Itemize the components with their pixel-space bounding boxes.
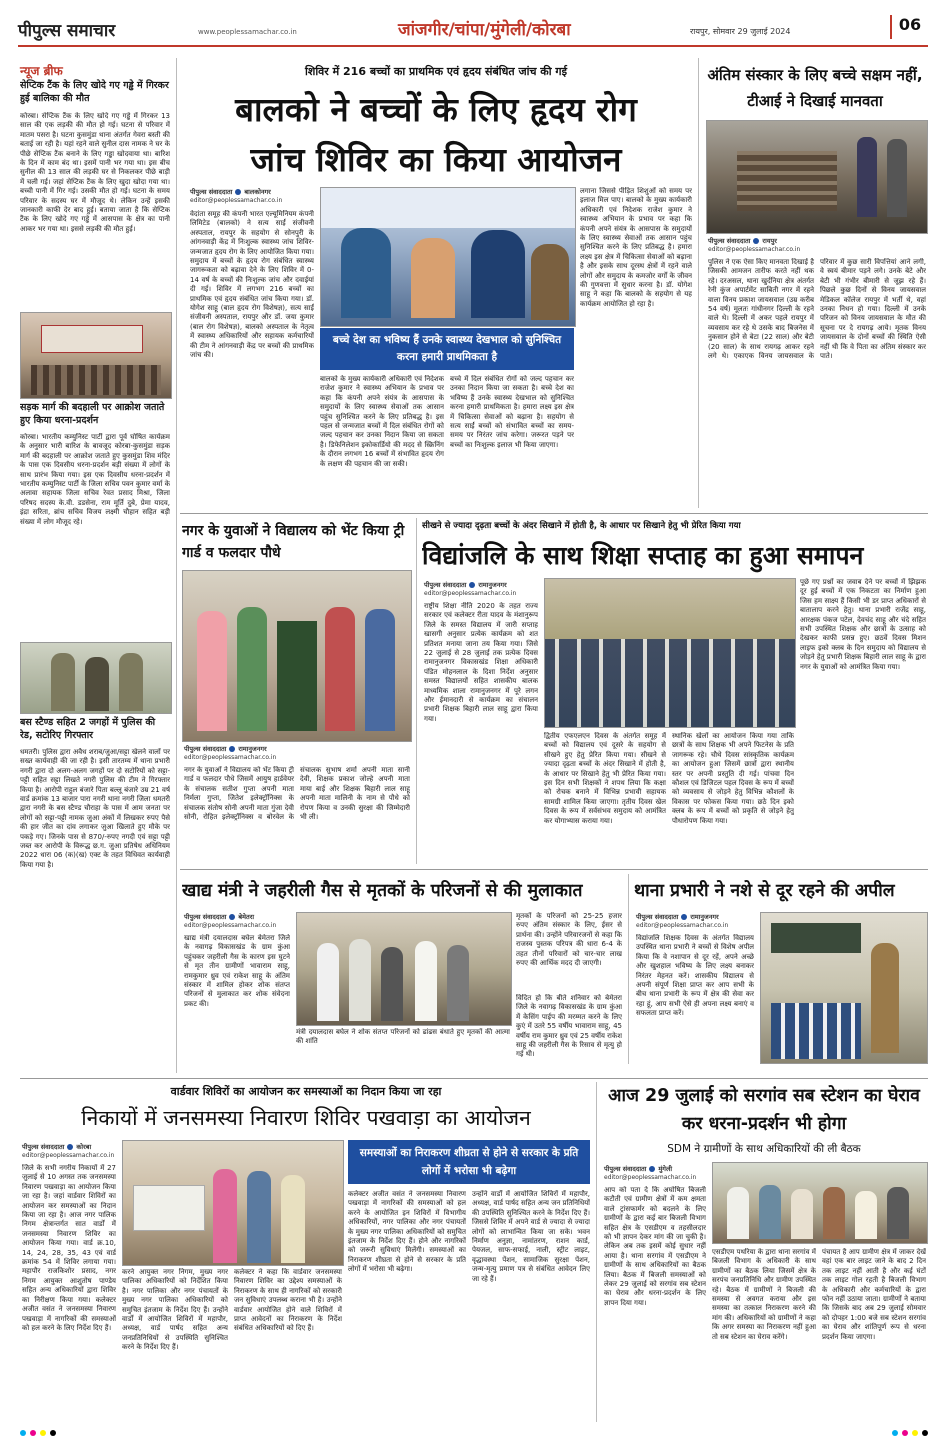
registration-dot <box>892 1430 898 1436</box>
camp-story-col5: उन्होंने वार्डों में आयोजित शिविरों में महापौर, अध्यक्ष, वार्ड पार्षद सहित अन्य जन प्रतिनिधियों की उपस्थिति सुनिश्चित करने के निर्देश दिए हैं। जिससे शिविर में अपने वार्ड से ज्यादा से ज्यादा लोगों को लाभान्वित किया जा सके। भवन निर्माण अनुज्ञा, नामांतरण, राशन कार्ड, पेयजल, साफ-सफाई, नाली, स्ट्रीट लाइट, वृद्धावस्था पेंशन, सामाजिक सुरक्षा पेंशन, जन्म-मृत्यु प्रमाण पत्र से संबंधित आवेदन लिए जा रहे हैं। <box>472 1190 590 1283</box>
school-assembly-photo <box>544 578 796 728</box>
brief-1-body: कोरबा। सेप्टिक टैंक के लिए खोदे गए गड्ढे में गिरकर 13 साल की एक लड़की की मौत हो गई। घटना से परिवार में मातम पसरा है। घटना कुसमुंडा थाना अंतर्गत गेवरा बस्ती की बताई जा रही है। यहां रहने वाले सुनील दास नामक ने घर के पीछे सेप्टिक टैंक बनाने के लिए गड्ढा खोदवाया था। बारिश के दिन में काम बंद था। इसमें पानी भर गया था। इस बीच सुनील की 13 साल की लड़की घर से निकलकर पीछे बाड़ी में चली गई। जहां सेप्टिक टैंक के लिए खुदा खोदा गया था। बच्ची पानी में गिर गई। उसकी मौत हो गई। घटना के समय परिवार के सदस्य घर में मौजूद थे। लेकिन उन्हें इसकी जानकारी काफी देर बाद हुई। बताया जाता है कि सेप्टिक टैंक के लिए खोदे गए गड्ढे में आसपास के क्षेत्र का पानी आकर भर गया था। इससे लड़की की मौत हुई। <box>20 112 170 233</box>
police-story-byline <box>636 912 719 921</box>
byline-dot-icon <box>753 238 759 244</box>
main-story-col4: लगाना जिससे पीड़ित शिशुओं को समय पर इलाज मिल पाए। बालको के मुख्य कार्यकारी अधिकारी एवं निदेशक राजेश कुमार ने स्वास्थ्य अभियान के प्रभाव पर कहा कि कंपनी अपने संयंत्र के आसपास के समुदायों के लिए स्वास्थ्य सेवाओं तक आसान पहुंच सुनिश्चित करने के लिए प्रतिबद्ध है। हमारा लक्ष्य इस क्षेत्र में चिकित्सा सेवाओं को बढ़ाना है और इसके साथ दूरस्थ क्षेत्रों में रहने वाले लोगों और समुदाय के कमजोर वर्गों के जीवन की गुणवत्ता में सुधार करना है। डॉ. योगेश साहू ने कहा कि बालको के सहयोग से यह कार्यक्रम आयोजित हो रहा है। <box>580 187 692 308</box>
camp-story-col1: जिले के सभी नगरीय निकायों में 27 जुलाई से 10 अगस्त तक जनसमस्या निवारण पखवाड़ा का आयोजन किया जा रहा है। जहां वार्डवार शिविरों का आयोजन कर समस्याओं का निदान किया जा रहा है। आज नगर पालिक निगम क्षेत्रान्तर्गत सात वार्डों में जनसमस्या निवारण शिविर का आयोजन किया गया। वार्ड क्र.10, 14, 24, 28, 35, 43 एवं वार्ड क्रमांक 54 में शिविर लगाया गया। महापौर राजकिशोर प्रसाद, नगर निगम आयुक्त आशुतोष पाण्डेय सहित अन्य अधिकारियों द्वारा शिविर का निरीक्षण किया गया। कलेक्टर अजीत वसंत ने जनसमस्या निवारण पखवाड़ा में नागरिकों की समस्याओं को हल करने के लिए निर्देश दिए हैं। <box>22 1164 116 1332</box>
main-story-pull-quote: बच्चे देश का भविष्य हैं उनके स्वास्थ्य देखभाल को सुनिश्चित करना हमारी प्राथमिकता है <box>320 328 574 370</box>
byline-dot-icon <box>229 914 235 920</box>
food-police-divider <box>628 874 629 1064</box>
print-color-bar <box>20 1428 928 1438</box>
protest-story-place: मुंगेली <box>658 1165 673 1173</box>
registration-dot <box>50 1430 56 1436</box>
main-story-col3: बच्चे में दिल संबंधित रोगों को जल्द पहचान कर उनका निदान किया जा सकता है। बच्चे देश का भविष्य हैं उनके स्वास्थ्य देखभाल को सुनिश्चित करना हमारी प्राथमिकता है। हमारा लक्ष्य इस क्षेत्र में चिकित्सा सेवाओं को बढ़ाना है। सहयोग से सत्य साईं बच्चों को संभावित बच्चों का समय-समय पर निरंतर जांच करेगा। जरूरत पड़ने पर बच्चों का निःशुल्क इलाज भी किया जाएगा। <box>450 375 574 449</box>
police-story-email: editor@peoplessamachar.co.in <box>636 922 729 929</box>
protest-story-headline: आज 29 जुलाई को सरगांव सब स्टेशन का घेराव कर धरना-प्रदर्शन भी होगा <box>608 1086 920 1134</box>
minister-meeting-photo <box>296 912 512 1026</box>
camp-story-reporter: पीपुल्स संवाददाता <box>22 1143 65 1151</box>
protest-story-col1: आप को पता दे कि अघोषित बिजली कटौती एवं ग्रामीण क्षेत्रों में कम क्षमता वाले ट्रांसफार्मर को बदलने के लिए ग्रामीणों के द्वारा कई बार बिजली विभाग सहित क्षेत्र के एसडीएम व तहसीलदार को भी ज्ञापन देकर मांग की जा चुकी है। लेकिन अब तक इसमें कोई सुधार नहीं आया है। थाना सरगांव में एसडीएम ने ग्रामीणों के साथ अधिकारियों का बैठक लिया। बैठक में बिजली समस्याओं को लेकर 29 जुलाई को सरगांव सब स्टेशन का घेराव और धरना-प्रदर्शन के लिए ज्ञापन दिया गया। <box>604 1186 706 1307</box>
brief-3-body: धमतरी। पुलिस द्वारा अवैध शराब/जुआ/सट्टा खेलने वालों पर सख्त कार्यवाही की जा रही है। इसी तारतम्य में थाना प्रभारी नगरी द्वारा दो अलग-अलग जगहों पर दो सटोरियों को सट्टा-पट्टी सहित सट्टा लिखते नगरी पुलिस की टीम ने गिरफ्तार किया है। आरोपी राहुल बंजारे पिता बल्लू बंजारे उम्र 21 वर्ष वार्ड क्रमांक 13 बाजार पारा नगरी थाना नगरी जिला धमतरी द्वारा नगरी के बस स्टैण्ड चौराहा के पास में आम जनता पर लोगों को सट्टा-पट्टी नामक जुआ अंकों में लिखकर रुपए पैसे की हार जीत का दांव लगाकर जुआ खिलाते हुए मौके पर पकड़े गए। जिनके पास से 870/-रुपए नगदी एवं सट्टा पट्टी जब्त कर आरोपी के विरूद्ध छ.ग. जुआ प्रतिषेध अधिनियम 2022 धारा 06 (क)(ख) एक्ट के तहत विधिवत कार्यवाही किया गया है। <box>20 748 170 869</box>
education-story-col3: स्थानिक खेलों का आयोजन किया गया ताकि छात्रों के साथ शिक्षक भी अपने फिटनेस के प्रति जागरूक रहे। चौथे दिवस सांस्कृतिक कार्यक्रम का आयोजन हुआ जिसमें छात्रों द्वारा स्थानीय स्तर पर अपनी प्रस्तुति दी गई। पांचवा दिन कौशल एवं डिजिटल पहल दिवस के रूप में बच्चों को व्यवसाय से जोड़ने हेतु विभिन्न कौशलों के विकास पर फोकस किया गया। छठे दिन इको क्लब के रूप में बच्चों को प्रकृति से जोड़ने हेतु पौधारोपण किया गया। <box>672 732 794 825</box>
byline-dot-icon <box>681 914 687 920</box>
education-story-col2: द्वितीय एफएलएन दिवस के अंतर्गत समूह में बच्चों को विद्यालय एवं दूसरे के सहयोग से सीखने हुए हेतु प्रेरित किया गया। सीखने से ज्यादा दृढ़ता बच्चों के अंदर सिखाने में होती है, के आधार पर सिखाने हेतु भी प्रेरित किया गया। इस दिन सभी शिक्षकों ने शपथ लिया कि कक्षा को रोचक बनाने में विभिन्न प्रभावी सहायक सामग्री शामिल किया जाएगा। तृतीय दिवस खेल दिवस के रूप में सर्वसंभव समुदाय को आमंत्रित कर योगाभ्यास कराया गया। <box>544 732 666 825</box>
byline-dot-icon <box>229 746 235 752</box>
row2-divider <box>180 869 928 870</box>
masthead <box>18 14 928 42</box>
protest-story-email: editor@peoplessamachar.co.in <box>604 1174 697 1181</box>
registration-dot <box>902 1430 908 1436</box>
byline-dot-icon <box>649 1166 655 1172</box>
main-story-headline-line2: जांच शिविर का किया आयोजन <box>250 140 622 179</box>
education-story-col4: पूछे गए प्रश्नों का जवाब देने पर बच्चों में झिझक दूर हुई बच्चों में एक निकटता का निर्माण हुआ जिस हम साक्ष्य हैं किसी भी डर प्राप्त अधिकारों से बातालाप करने हेतु। थाना प्रभारी राजेंद्र साहू, आरक्षक पंकज पटेल, देवचंद साहू और चंदे सहित सभी उपस्थित शिक्षक और छात्रों के उत्साह को देखकर काफी प्रसन्न हुए। छठवें दिवस मिशन लाइफ इको क्लब के दिन समुदाय को विद्यालय से जोड़ने हेतु प्रभारी शिक्षक बिहारी लाल साहू के द्वारा नगर के युवाओं को आमंत्रित किया गया। <box>800 578 926 671</box>
main-story-col2: बालको के मुख्य कार्यकारी अधिकारी एवं निदेशक राजेश कुमार ने स्वास्थ्य अभियान के प्रभाव पर कहा कि कंपनी अपने संयंत्र के आसपास के समुदायों के लिए स्वास्थ्य सेवाओं तक आसान पहुंच सुनिश्चित करने के लिए प्रतिबद्ध है। इस पहल से जन्मजात बच्चों में दिल संबंधित रोगों को जल्द पहचान कर उनका निदान किया जा सकता है। डिफेनिलेशन इकोकार्डियो की मदद से स्क्रिनिंग के दौरान लगभग 16 बच्चों में संभावित हृदय रोग के लक्षण की पहचान की जा सकी। <box>320 375 444 468</box>
main-story-byline <box>190 187 320 196</box>
health-camp-photo <box>320 187 576 327</box>
education-story-reporter: पीपुल्स संवाददाता <box>424 581 467 589</box>
food-minister-headline: खाद्य मंत्री ने जहरीली गैस से मृतकों के परिजनों से की मुलाकात <box>182 881 583 901</box>
food-minister-col3: विदित हो कि बीते शनिवार को बेमेतरा जिले के नवागढ़ विकासखंड के ग्राम कुंआ में केसिंग पाईप की मरम्मत करने के लिए कुएं में उतरे 55 वर्षीय भावाराम साहू, 45 वर्षीय राम कुमार ध्रुव एवं 25 वर्षीय राकेश साहू की जहरीली गैस के रिसाव से मृत्यु हो गई थी। <box>516 994 622 1059</box>
main-story-email: editor@peoplessamachar.co.in <box>190 197 283 204</box>
police-story-body: विद्यांजलि शिक्षक दिवस के अंतर्गत विद्यालय उपस्थित थाना प्रभारी ने बच्चों से विशेष अपील किया कि वे नशापान से दूर रहें, अपने अच्छे और खुशहाल भविष्य के लिए लक्ष्य बनाकर निरंतर मेहनत करें। शासकीय विद्यालय से अपनी संपूर्ण शिक्षा प्राप्त कर आप सभी के बीच थाना प्रभारी के रूप में क्षेत्र की सेवा कर रहा हूं, आप सभी ऐसे ही अपना लक्ष्य बनाएं व सफलता प्राप्त करें। <box>636 934 754 1018</box>
trees-story-byline <box>184 744 267 753</box>
funeral-story-email: editor@peoplessamachar.co.in <box>708 246 801 253</box>
funeral-story-place: रायपुर <box>762 237 777 245</box>
education-story-kicker: सीखने से ज्यादा दृढ़ता बच्चों के अंदर सिखाने में होती है, के आधार पर सिखाने हेतु भी प्रेरित किया गया <box>422 521 741 531</box>
protest-story-reporter: पीपुल्स संवाददाता <box>604 1165 647 1173</box>
byline-dot-icon <box>235 189 241 195</box>
main-story-reporter: पीपुल्स संवाददाता <box>190 188 233 196</box>
funeral-story-body: पुलिस ने एक ऐसा किए मानवता दिखाई है जिसकी आमजन तारीफ करते नहीं थक रहे। दरअसल, थाना खुर्दनिया क्षेत्र अंतर्गत रेनी कुंज अपार्टमेंट साबिती नगर में रहने वाला विनय प्रकाश जायसवाल (उम्र करीब 54 वर्ष) मूलतः गांधीनगर दिल्ली के रहने वाले थे। दिल्ली में अकर पहले रायपुर में व्यवसाय कर रहे थे उसके बाद बिजनेस में नुकसान होने से बेटा (22 साल) और बेटी (20 साल) के साथ रायगढ़ आकर रहने लगे थे। एकाएक विनय जायसवाल के परिवार में कुछ सारी विपत्तियां आने लगी, वे स्वयं बीमार पड़ने लगे। उनके बेटे और बेटी भी गंभीर बीमारी से जूझ रहे हैं। पिछले कुछ दिनों से विनय जायसवाल मेडिकल कॉलेज रायपुर में भर्ती थे, वहां उनका निधन हो गया। दिल्ली में उनके परिजन को विनय जायसवाल के मौत की सूचना पर दे रायगढ़ आये। मृतक विनय जायसवाल के दोनों बच्चों की स्थिति ऐसी नहीं थी कि वे पिता का अंतिम संस्कार कर पाते। <box>708 258 926 361</box>
protest-story-kicker: SDM ने ग्रामीणों के साथ अधिकारियों की ली बैठक <box>667 1143 861 1155</box>
byline-dot-icon <box>469 582 475 588</box>
protest-story-col3: पंचायत है आप ग्रामीण क्षेत्र में जाकर देखें वहां एक बार लाइट जाने के बाद 2 दिन तक लाइट नहीं आती है और कई घंटों तक लाइट गोल रहती है बिजली विभाग के अधिकारी और कर्मचारियों के द्वारा फोन नहीं उठाया जाता। ग्रामीणों ने बताया कि जिसके बाद अब 29 जुलाई सोमवार को दोपहर 1:00 बजे सब स्टेशन सरगांव का घेराव और शांतिपूर्ण रूप से धरना प्रदर्शन किया जाएगा। <box>822 1248 926 1341</box>
trees-divider <box>416 518 417 864</box>
camp-story-place: कोरबा <box>76 1143 92 1151</box>
camp-story-col2: करने आयुक्त नगर निगम, मुख्य नगर पालिका अधिकारियों को निर्देशित किया है। नगर पालिका और नगर पंचायतों के मुख्य नगर पालिका अधिकारियों को समुचित इंतजाम के निर्देश दिए हैं। उन्होंने वार्डों में आयोजित शिविरों में महापौर, अध्यक्ष, वार्ड पार्षद सहित अन्य जनप्रतिनिधियों से उपस्थिति सुनिश्चित करने के निर्देश दिए हैं। <box>122 1268 228 1352</box>
food-minister-caption: मंत्री दयालदास बघेल ने शोक संतप्त परिजनों को ढांढस बंधाते हुए मृतकों की आत्मा की शांति <box>296 1028 510 1046</box>
brief-1-headline: सेप्टिक टैंक के लिए खोदे गए गड्ढे में गिरकर हुई बालिका की मौत <box>20 80 169 104</box>
police-story-reporter: पीपुल्स संवाददाता <box>636 913 679 921</box>
left-column-divider <box>176 58 177 1073</box>
row1-divider <box>180 513 928 514</box>
food-minister-byline <box>184 912 254 921</box>
camp-story-kicker: वार्डवार शिविरों का आयोजन कर समस्याओं का निदान किया जा रहा <box>170 1085 442 1098</box>
education-story-col1: राष्ट्रीय शिक्षा नीति 2020 के तहत राज्य सरकार एवं कलेक्टर रीता यादव के मंशानुरूप जिले के समस्त विद्यालय में जारी सप्ताह खासगी अनुसार प्रत्येक कार्यक्रम को शत प्रतिशत मनाया जाना तय किया गया। जिसे 22 जुलाई से 28 जुलाई तक प्रत्येक दिवस रामानुजनगर विकासखंड शिक्षा अधिकारी पंडित मोहनलाल के दिशा निर्देश अनुसार समस्त विद्यालयों सहित शासकीय बालक माध्यमिक शाला रामानुजनगर में पूरे लगन और ईमानदारी से कार्यक्रम का संचालन प्रभारी शिक्षक बिहारी लाल साहू द्वारा किया गया। <box>424 602 538 723</box>
trees-story-reporter: पीपुल्स संवाददाता <box>184 745 227 753</box>
brief-2-headline: सड़क मार्ग की बदहाली पर आक्रोश जताते हुए किया धरना-प्रदर्शन <box>20 402 165 426</box>
food-minister-email: editor@peoplessamachar.co.in <box>184 922 277 929</box>
registration-dot <box>40 1430 46 1436</box>
protest-story-col2: एसडीएम पथरिया के द्वारा थाना सरगांव में बिजली विभाग के अधिकारी के साथ ग्रामीणों का बैठक लिया जिसमें क्षेत्र के सरपंच जनप्रतिनिधि और ग्रामीण उपस्थित रहे। बैठक में ग्रामीणों ने बिजली की समस्या से अवगत कराया और इस समस्या का तत्काल निराकरण करने की मांग की। अधिकारियों को ग्रामीणों ने कहा कि अगर समस्या का निराकरण नहीं हुआ तो सब स्टेशन का घेराव करेंगे। <box>712 1248 816 1341</box>
registration-dot <box>922 1430 928 1436</box>
police-story-headline: थाना प्रभारी ने नशे से दूर रहने की अपील <box>634 881 895 901</box>
trees-story-body: नगर के युवाओं ने विद्यालय को भेंट किया ट्री गार्ड व फलदार पौधे जिसमें आयुष हार्डवेयर के संचालक सतीश गुप्ता अपनी माता निर्मला गुप्ता, जितेश इलेक्ट्रॉनिक्स के संचालक संतोष सोनी अपनी माता गुंजा देवी सोनी, रोहित इलेक्ट्रॉनिक्स व बोरवेल के संचालक सुभाष शर्मा अपनी माता सानी देवी, शिक्षक प्रकाश जोल्हे अपनी माता माया बाई और शिक्षक बिहारी लाल साहू अपनी माता मालिनी के नाम से पौधे को रोपण किया व उनकी सुरक्षा की जिम्मेदारी भी ली। <box>184 766 410 822</box>
camp-story-pull-quote: समस्याओं का निराकरण शीघ्रता से होने से सरकार के प्रति लोगों में भरोसा भी बढ़ेगा <box>348 1140 590 1184</box>
protest-photo <box>20 312 172 399</box>
registration-dot <box>30 1430 36 1436</box>
masthead-section: जांजगीर/चांपा/मुंगेली/कोरबा <box>398 20 571 40</box>
masthead-date: रायपुर, सोमवार 29 जुलाई 2024 <box>690 27 791 36</box>
camp-story-headline: निकायों में जनसमस्या निवारण शिविर पखवाड़ा का आयोजन <box>81 1106 531 1130</box>
police-arrest-photo <box>20 642 172 714</box>
education-story-byline <box>424 580 507 589</box>
trees-story-email: editor@peoplessamachar.co.in <box>184 754 277 761</box>
police-classroom-photo <box>760 912 928 1064</box>
brief-3-headline: बस स्टैण्ड सहित 2 जगहों में पुलिस की रेड, सटोरिए गिरफ्तार <box>20 717 156 741</box>
brief-2-body: कोरबा। भारतीय कम्युनिस्ट पार्टी द्वारा पूर्व घोषित कार्यक्रम के अनुसार भारी बारिश के बावजूद कोरबा-कुसमुंडा सड़क मार्ग की बदहाली पर आक्रोश जताते हुए कुसमुंडा शिव मंदिर के पास एक दिवसीय धरना-प्रदर्शन बड़ी संख्या में लोगों के साथ प्रारंभ किया गया। इस एक दिवसीय धरना-प्रदर्शन में भारतीय कम्युनिस्ट पार्टी के जिला सचिव पवन कुमार वर्मा के अलावा सहायक जिला सचिव रेवत प्रसाद मिश्रा, जिला परिषद सदस्य के.वी. डडसेना, राम मूर्ति दुबे, प्रेमा यादव, इंद्रा सरिता, ब्रांच सचिव विजय लक्ष्मी चौहान सहित बड़ी संख्या में लोग मौजूद रहे। <box>20 433 170 526</box>
food-minister-col2: मृतकों के परिजनों को 25-25 हजार रुपए अंतिम संस्कार के लिए, ईसर से प्रार्थना की। उन्होंने परिवारजनों से कहा कि राजस्व पुस्तक परिपत्र की धारा 6-4 के तहत तीनों परिवारों को चार-चार लाख रुपए की आर्थिक मदद दी जाएगी। <box>516 912 622 968</box>
registration-dot <box>20 1430 26 1436</box>
funeral-story-headline: अंतिम संस्कार के लिए बच्चे सक्षम नहीं, टीआई ने दिखाई मानवता <box>707 66 923 110</box>
trees-story-headline: नगर के युवाओं ने विद्यालय को भेंट किया ट्री गार्ड व फलदार पौधे <box>182 523 405 561</box>
education-story-headline: विद्यांजलि के साथ शिक्षा सप्ताह का हुआ समापन <box>422 541 864 570</box>
main-right-divider <box>698 58 699 508</box>
main-story-col1: वेदांता समूह की कंपनी भारत एल्यूमिनियम कंपनी लिमिटेड (बालको) ने सत्य साईं संजीवनी अस्पताल, रायपुर के सहयोग से सोनपुरी के आंगनवाड़ी केंद्र में निःशुल्क स्वास्थ्य जांच शिविर-जन्मजात हृदय रोग के लिए आयोजित किया गया। समुदाय में बच्चों के हृदय रोग संबंधित स्वास्थ्य जागरूकता को बढ़ावा देने के लिए शिविर में 0-14 वर्ष के बच्चों की निःशुल्क जांच और दवाईयां दी गई। शिविर में लगभग 216 बच्चों का प्राथमिक एवं हृदय संबंधित जांच किया गया। डॉ. योगेश साहू (बाल हृदय रोग विशेषज्ञ), सत्य साईं संजीवनी अस्पताल, रायपुर और डॉ. जया कुमार (बाल रोग विशेषज्ञ), बालको अस्पताल के नेतृत्व में स्वास्थ्य अधिकारियों और सहायक कर्मचारियों की टीम ने आंगनवाड़ी केंद्र पर बच्चों की प्राथमिक जांच की। <box>190 210 314 360</box>
news-brief-label: न्यूज ब्रीफ <box>20 64 63 78</box>
registration-dot <box>912 1430 918 1436</box>
row3-divider <box>20 1078 928 1079</box>
protest-story-byline <box>604 1164 672 1173</box>
masthead-website: www.peoplessamachar.co.in <box>198 28 297 36</box>
byline-dot-icon <box>67 1144 73 1150</box>
camp-protest-divider <box>596 1082 597 1422</box>
funeral-story-byline <box>708 236 777 245</box>
main-story-headline-line1: बालको ने बच्चों के लिए हृदय रोग <box>235 90 637 129</box>
camp-photo <box>122 1140 344 1266</box>
food-minister-col1: खाद्य मंत्री दयालदास बघेल बेमेतरा जिले के नवागढ़ विकासखंड के ग्राम कुंआ पहुंचकर जहरीली गैस के कारण इस घुटने से मृत तीन ग्रामीणों भावाराम साहू, रामकुमार ध्रुव एवं राकेश साहू के अंतिम संस्कार में शामिल होकर शोक संतप्त परिजनों से मुलाकात कर शोक संवेदना प्रकट की। <box>184 934 290 1008</box>
camp-story-col3: कलेक्टर ने कहा कि वार्डवार जनसमस्या निवारण शिविर का उद्देश्य समस्याओं के निराकरण के साथ ही नागरिकों को सरकारी जन सुविधाएं उपलब्ध कराना भी है। उन्होंने वार्डवार आयोजित होने वाले शिविरों में प्राप्त आवेदनों का निराकरण के निर्देश संबंधित अधिकारियों को दिए हैं। <box>234 1268 342 1333</box>
food-minister-reporter: पीपुल्स संवाददाता <box>184 913 227 921</box>
funeral-story-reporter: पीपुल्स संवाददाता <box>708 237 751 245</box>
camp-story-byline <box>22 1142 91 1151</box>
tree-plantation-photo <box>182 570 412 742</box>
education-story-email: editor@peoplessamachar.co.in <box>424 590 517 597</box>
main-story-place: बालकोनगर <box>244 188 271 196</box>
main-story-kicker: शिविर में 216 बच्चों का प्राथमिक एवं हृदय संबंधित जांच की गई <box>305 65 567 78</box>
trees-story-place: रामानुजनगर <box>238 745 267 753</box>
sdm-meeting-photo <box>712 1162 928 1244</box>
masthead-rule <box>18 45 928 47</box>
food-minister-place: बेमेतरा <box>238 913 255 921</box>
funeral-photo <box>706 120 928 234</box>
camp-story-col4: कलेक्टर अजीत वसंत ने जनसमस्या निवारण पखवाड़ा में नागरिकों की समस्याओं को हल करने के आयोजित इन शिविरों में विभागीय अधिकारियों, नगर पालिका और नगर पंचायतों के मुख्य नगर पालिका अधिकारियों को समुचित इंतजाम के निर्देश दिए हैं। होने और नागरिकों को जरूरी सुविधाएं मिलेंगी। समस्याओं का निराकरण शीघ्रता से होने से सरकार के प्रति लोगों में भरोसा भी बढ़ेगा। <box>348 1190 466 1274</box>
education-story-place: रामानुजनगर <box>478 581 507 589</box>
masthead-page-number: 06 <box>890 15 928 39</box>
camp-story-email: editor@peoplessamachar.co.in <box>22 1152 115 1159</box>
masthead-logo: पीपुल्स समाचार <box>18 21 116 41</box>
police-story-place: रामानुजनगर <box>690 913 719 921</box>
